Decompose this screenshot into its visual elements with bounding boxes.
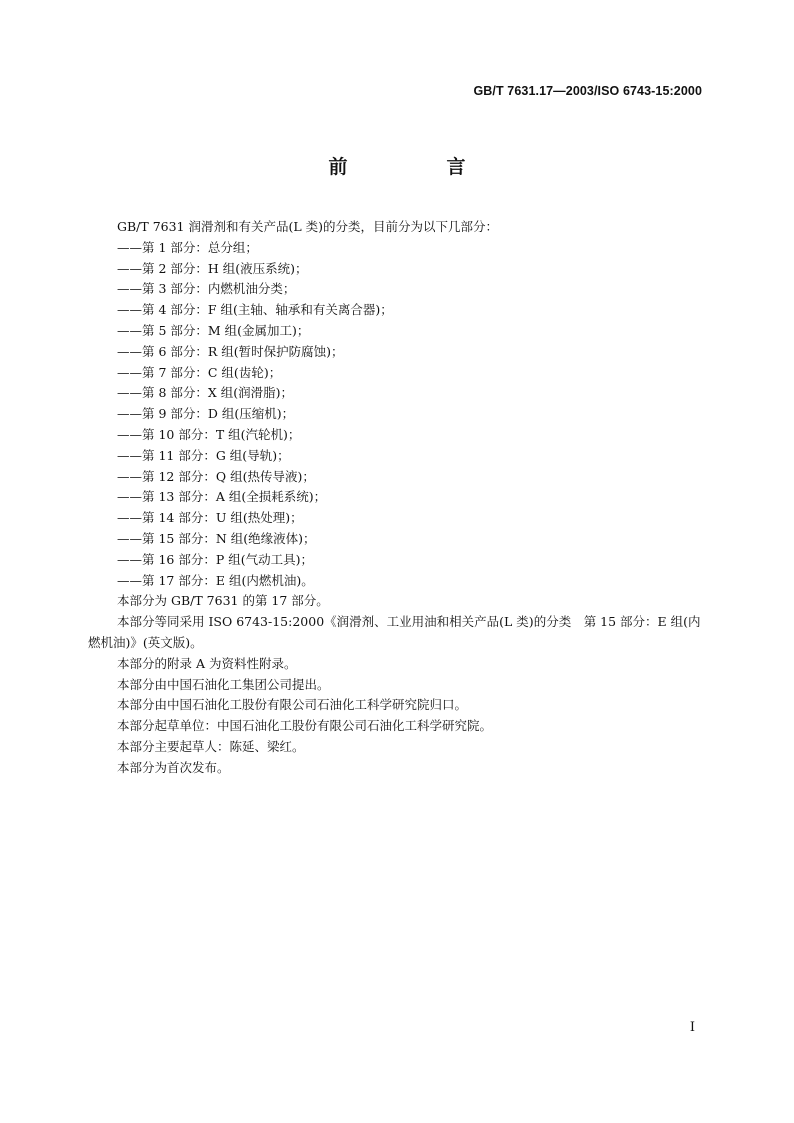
proposer-paragraph: 本部分由中国石油化工集团公司提出。	[117, 676, 330, 692]
drafters-paragraph: 本部分主要起草人：陈延、梁红。	[117, 738, 305, 754]
centralized-paragraph: 本部分由中国石油化工股份有限公司石油化工科学研究院归口。	[117, 697, 468, 713]
adoption-paragraph: 本部分等同采用 ISO 6743-15:2000《润滑剂、工业用油和相关产品(L 类)的分类 第 15 部分：E 组(内燃机油)》(英文版)。	[88, 614, 701, 650]
list-item: ——第 4 部分：F 组(主轴、轴承和有关离合器)；	[117, 302, 393, 318]
list-item: ——第 7 部分：C 组(齿轮)；	[117, 364, 282, 380]
list-item: ——第 16 部分：P 组(气动工具)；	[117, 551, 313, 567]
list-item: ——第 14 部分：U 组(热处理)；	[117, 510, 303, 526]
list-item: ——第 6 部分：R 组(暂时保护防腐蚀)；	[117, 343, 344, 359]
list-item: ——第 12 部分：Q 组(热传导液)；	[117, 468, 315, 484]
page-number: I	[689, 1020, 695, 1035]
list-item: ——第 2 部分：H 组(液压系统)；	[117, 260, 308, 276]
list-item: ——第 13 部分：A 组(全损耗系统)；	[117, 489, 327, 505]
standard-code: GB/T 7631.17—2003/ISO 6743-15:2000	[473, 84, 702, 98]
list-item: ——第 10 部分：T 组(汽轮机)；	[117, 426, 301, 442]
list-item: ——第 3 部分：内燃机油分类；	[117, 281, 296, 297]
list-item: ——第 5 部分：M 组(金属加工)；	[117, 322, 310, 338]
page-title: 前 言	[328, 156, 506, 178]
list-item: ——第 1 部分：总分组；	[117, 239, 258, 255]
list-item: ——第 11 部分：G 组(导轨)；	[117, 447, 290, 463]
first-release-paragraph: 本部分为首次发布。	[117, 759, 230, 775]
list-item: ——第 15 部分：N 组(绝缘液体)；	[117, 530, 316, 546]
annex-paragraph: 本部分的附录 A 为资料性附录。	[117, 655, 297, 671]
parts-list	[88, 238, 706, 592]
list-item: ——第 17 部分：E 组(内燃机油)。	[117, 572, 314, 588]
document-body	[88, 217, 706, 779]
part-number-paragraph: 本部分为 GB/T 7631 的第 17 部分。	[117, 593, 329, 609]
intro-paragraph: GB/T 7631 润滑剂和有关产品(L 类)的分类，目前分为以下几部分：	[117, 219, 499, 234]
drafting-unit-paragraph: 本部分起草单位：中国石油化工股份有限公司石油化工科学研究院。	[117, 718, 493, 734]
list-item: ——第 9 部分：D 组(压缩机)；	[117, 406, 295, 422]
list-item: ——第 8 部分：X 组(润滑脂)；	[117, 385, 294, 401]
